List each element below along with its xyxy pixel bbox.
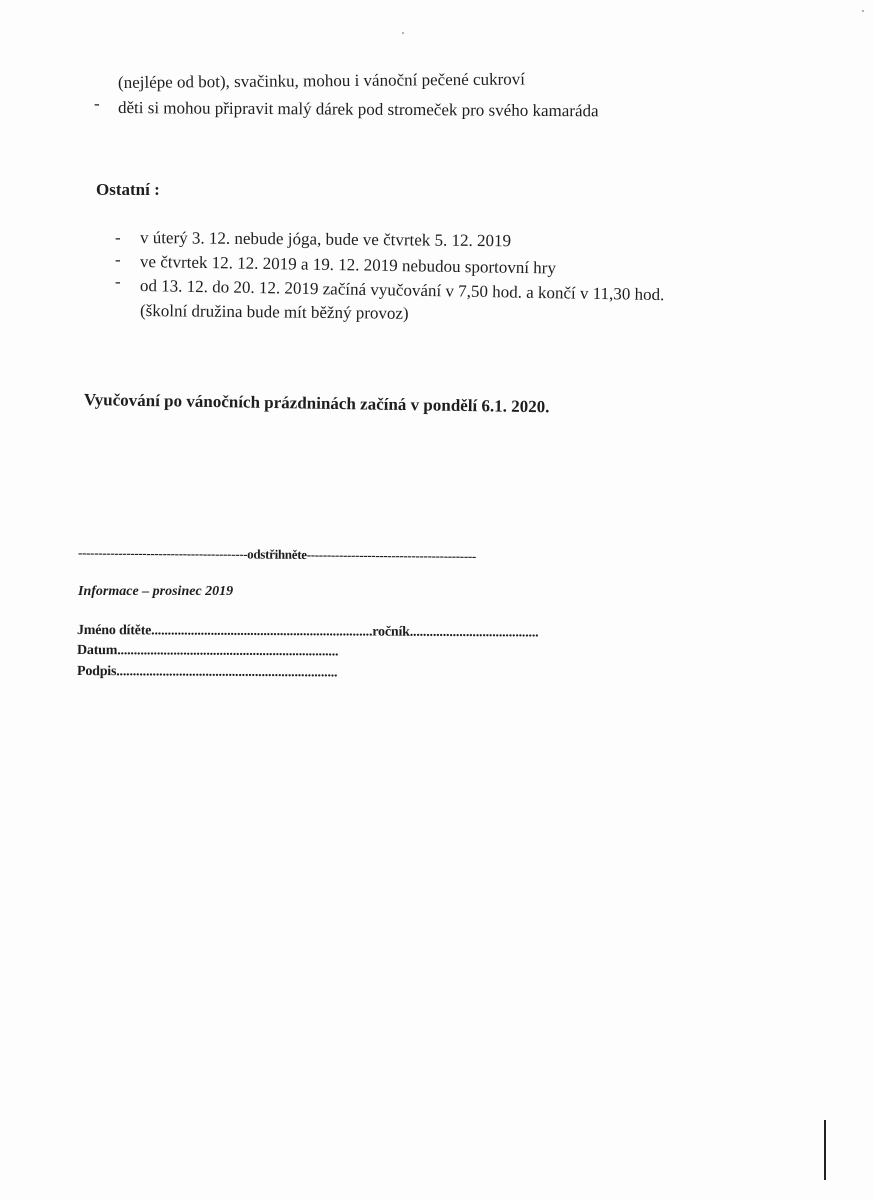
list-item-continuation: (školní družina bude mít běžný provoz)	[139, 301, 409, 323]
list-item-sports: ve čtvrtek 12. 12. 2019 a 19. 12. 2019 nebudou sportovní hry	[139, 252, 557, 278]
grade-label: ročník	[372, 624, 410, 640]
date-label: Datum	[76, 643, 118, 659]
list-bullet: -	[115, 228, 121, 247]
signature-label: Podpis	[76, 664, 117, 680]
list-bullet: -	[115, 250, 121, 269]
name-label: Jméno dítěte	[76, 623, 152, 639]
scan-speck	[402, 32, 404, 34]
section-heading-ostatni: Ostatní :	[96, 180, 160, 199]
slip-title: Informace – prosinec 2019	[78, 584, 234, 599]
date-field-row	[77, 643, 338, 660]
list-continuation-line: (nejlépe od bot), svačinku, mohou i vánoční pečené cukroví	[117, 69, 526, 92]
scan-speck	[862, 10, 864, 12]
list-item-yoga: v úterý 3. 12. nebude jóga, bude ve čtvrtek 5. 12. 2019	[139, 228, 512, 251]
list-item-gift: děti si mohou připravit malý dárek pod stromeček pro svého kamaráda	[117, 98, 599, 121]
signature-field-row	[77, 664, 337, 681]
name-field-row	[77, 623, 539, 641]
signature-field: ...................................................................	[116, 664, 338, 681]
name-field: ...................................................................	[151, 623, 373, 640]
scan-edge-mark	[824, 1120, 826, 1180]
cut-line: ------------------------------------------odstřihněte------------------------------------------	[77, 545, 477, 564]
date-field: ...................................................................	[117, 643, 339, 660]
grade-field: .......................................	[409, 624, 539, 641]
list-item-schedule: od 13. 12. do 20. 12. 2019 začíná vyučování v 7,50 hod. a končí v 11,30 hod.	[139, 276, 665, 305]
list-bullet: -	[115, 272, 121, 291]
holiday-notice: Vyučování po vánočních prázdninách začíná v pondělí 6.1. 2020.	[83, 390, 550, 417]
list-bullet: -	[94, 94, 100, 113]
